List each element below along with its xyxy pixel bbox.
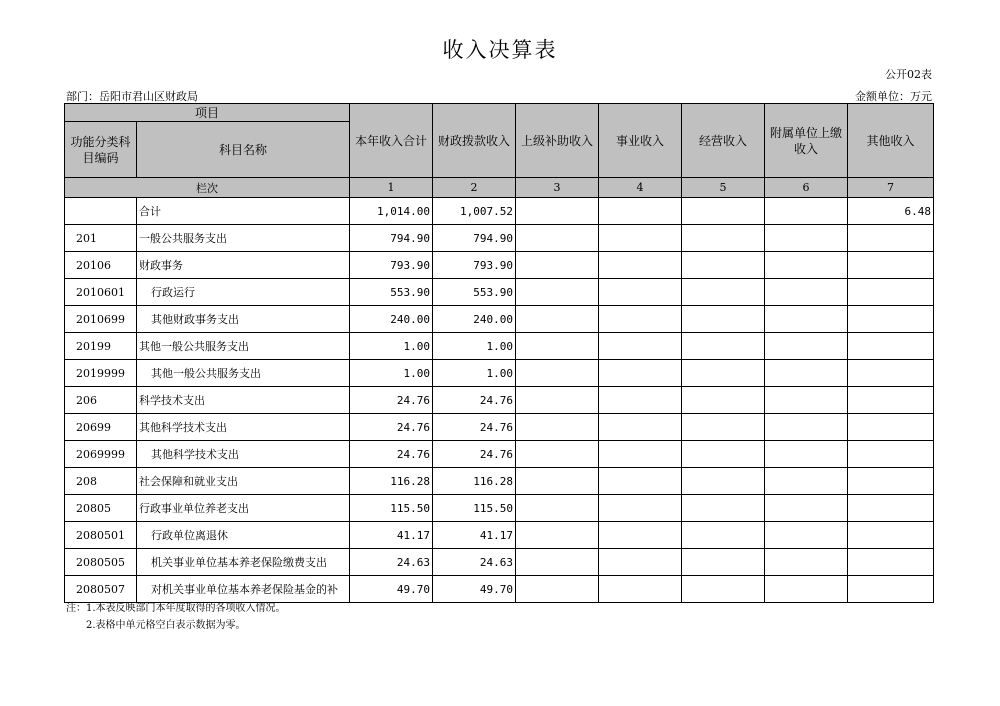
cell-business [599,549,682,576]
cell-code: 20805 [65,495,137,522]
cell-code: 206 [65,387,137,414]
cell-superior [516,549,599,576]
column-index: 2 [433,178,516,198]
cell-name: 其他一般公共服务支出 [137,333,350,360]
cell-total: 1,014.00 [350,198,433,225]
cell-total: 240.00 [350,306,433,333]
cell-business [599,306,682,333]
column-index-label: 栏次 [65,178,350,198]
footnote: 注：1.本表反映部门本年度取得的各项收入情况。 [66,603,286,614]
cell-business [599,198,682,225]
cell-business [599,252,682,279]
header-other: 其他收入 [848,104,934,178]
cell-superior [516,441,599,468]
cell-superior [516,576,599,603]
cell-affiliated [765,387,848,414]
footnote: 2.表格中单元格空白表示数据为零。 [86,620,246,631]
cell-fiscal: 1.00 [433,360,516,387]
cell-operating [682,333,765,360]
cell-total: 41.17 [350,522,433,549]
page-title: 收入决算表 [442,38,558,62]
column-index: 7 [848,178,934,198]
cell-other [848,522,934,549]
table-row [65,522,934,549]
cell-fiscal: 793.90 [433,252,516,279]
header-fiscal: 财政拨款收入 [433,104,516,178]
cell-operating [682,225,765,252]
cell-total: 1.00 [350,360,433,387]
cell-other [848,549,934,576]
table-row [65,252,934,279]
cell-total: 553.90 [350,279,433,306]
cell-other [848,279,934,306]
cell-total: 24.76 [350,387,433,414]
cell-business [599,441,682,468]
cell-code: 20199 [65,333,137,360]
cell-total: 49.70 [350,576,433,603]
cell-name: 其他科学技术支出 [137,441,350,468]
cell-business [599,225,682,252]
cell-total: 115.50 [350,495,433,522]
column-index: 1 [350,178,433,198]
cell-affiliated [765,360,848,387]
table-row [65,198,934,225]
cell-name: 机关事业单位基本养老保险缴费支出 [137,549,350,576]
header-item: 项目 [65,104,350,122]
cell-code [65,198,137,225]
cell-name: 行政运行 [137,279,350,306]
cell-fiscal: 24.76 [433,441,516,468]
cell-operating [682,279,765,306]
cell-name: 财政事务 [137,252,350,279]
cell-business [599,576,682,603]
cell-name: 科学技术支出 [137,387,350,414]
cell-total: 116.28 [350,468,433,495]
cell-operating [682,441,765,468]
cell-other [848,387,934,414]
cell-business [599,387,682,414]
cell-total: 793.90 [350,252,433,279]
table-row [65,360,934,387]
cell-code: 201 [65,225,137,252]
header-subject-name: 科目名称 [137,122,350,178]
cell-business [599,522,682,549]
cell-affiliated [765,279,848,306]
cell-name: 行政单位离退休 [137,522,350,549]
cell-operating [682,252,765,279]
cell-name: 其他财政事务支出 [137,306,350,333]
cell-superior [516,279,599,306]
cell-superior [516,495,599,522]
table-row [65,333,934,360]
cell-operating [682,360,765,387]
cell-affiliated [765,414,848,441]
cell-name: 一般公共服务支出 [137,225,350,252]
cell-other [848,414,934,441]
cell-fiscal: 1,007.52 [433,198,516,225]
cell-operating [682,306,765,333]
cell-superior [516,198,599,225]
cell-affiliated [765,198,848,225]
footnotes [66,600,286,634]
cell-affiliated [765,522,848,549]
header-total: 本年收入合计 [350,104,433,178]
cell-other [848,495,934,522]
cell-other [848,252,934,279]
table-row [65,441,934,468]
cell-total: 24.76 [350,414,433,441]
cell-operating [682,387,765,414]
table-row [65,387,934,414]
cell-business [599,279,682,306]
cell-name: 行政事业单位养老支出 [137,495,350,522]
cell-fiscal: 1.00 [433,333,516,360]
cell-fiscal: 240.00 [433,306,516,333]
cell-fiscal: 24.76 [433,387,516,414]
cell-code: 20106 [65,252,137,279]
cell-superior [516,414,599,441]
cell-fiscal: 794.90 [433,225,516,252]
cell-fiscal: 116.28 [433,468,516,495]
cell-affiliated [765,549,848,576]
cell-other [848,333,934,360]
cell-business [599,495,682,522]
cell-total: 1.00 [350,333,433,360]
cell-operating [682,522,765,549]
cell-business [599,468,682,495]
table-code: 公开02表 [885,68,932,81]
cell-code: 2019999 [65,360,137,387]
cell-total: 24.63 [350,549,433,576]
cell-other [848,441,934,468]
cell-fiscal: 553.90 [433,279,516,306]
cell-code: 20699 [65,414,137,441]
cell-affiliated [765,225,848,252]
cell-affiliated [765,252,848,279]
cell-other [848,576,934,603]
income-table [64,103,934,603]
header-business: 事业收入 [599,104,682,178]
cell-fiscal: 41.17 [433,522,516,549]
cell-business [599,333,682,360]
cell-other: 6.48 [848,198,934,225]
cell-superior [516,333,599,360]
table-row [65,225,934,252]
cell-other [848,468,934,495]
cell-affiliated [765,441,848,468]
cell-other [848,225,934,252]
cell-code: 2010601 [65,279,137,306]
cell-operating [682,576,765,603]
table-row [65,414,934,441]
cell-affiliated [765,333,848,360]
cell-operating [682,414,765,441]
cell-total: 794.90 [350,225,433,252]
cell-superior [516,387,599,414]
header-func-code: 功能分类科目编码 [65,122,137,178]
cell-business [599,360,682,387]
cell-superior [516,468,599,495]
table-row [65,468,934,495]
cell-other [848,306,934,333]
cell-affiliated [765,576,848,603]
header-operating: 经营收入 [682,104,765,178]
column-index: 3 [516,178,599,198]
column-index: 5 [682,178,765,198]
header-superior: 上级补助收入 [516,104,599,178]
cell-operating [682,198,765,225]
cell-operating [682,495,765,522]
cell-code: 2080505 [65,549,137,576]
table-row [65,495,934,522]
table-row [65,306,934,333]
cell-name: 合计 [137,198,350,225]
cell-operating [682,468,765,495]
cell-name: 对机关事业单位基本养老保险基金的补 [137,576,350,603]
header-affiliated: 附属单位上缴收入 [765,104,848,178]
cell-superior [516,360,599,387]
cell-name: 社会保障和就业支出 [137,468,350,495]
cell-fiscal: 24.76 [433,414,516,441]
cell-business [599,414,682,441]
cell-code: 2080501 [65,522,137,549]
cell-superior [516,252,599,279]
column-index: 4 [599,178,682,198]
table-row [65,279,934,306]
cell-fiscal: 49.70 [433,576,516,603]
department-label: 部门：岳阳市君山区财政局 [66,90,198,103]
cell-name: 其他一般公共服务支出 [137,360,350,387]
cell-code: 2010699 [65,306,137,333]
cell-affiliated [765,495,848,522]
cell-code: 208 [65,468,137,495]
column-index: 6 [765,178,848,198]
cell-fiscal: 115.50 [433,495,516,522]
table-row [65,576,934,603]
cell-superior [516,225,599,252]
table-row [65,549,934,576]
cell-name: 其他科学技术支出 [137,414,350,441]
amount-unit-label: 金额单位：万元 [855,90,932,103]
cell-superior [516,522,599,549]
cell-operating [682,549,765,576]
cell-other [848,360,934,387]
cell-total: 24.76 [350,441,433,468]
cell-affiliated [765,468,848,495]
cell-code: 2080507 [65,576,137,603]
cell-superior [516,306,599,333]
cell-code: 2069999 [65,441,137,468]
cell-affiliated [765,306,848,333]
cell-fiscal: 24.63 [433,549,516,576]
